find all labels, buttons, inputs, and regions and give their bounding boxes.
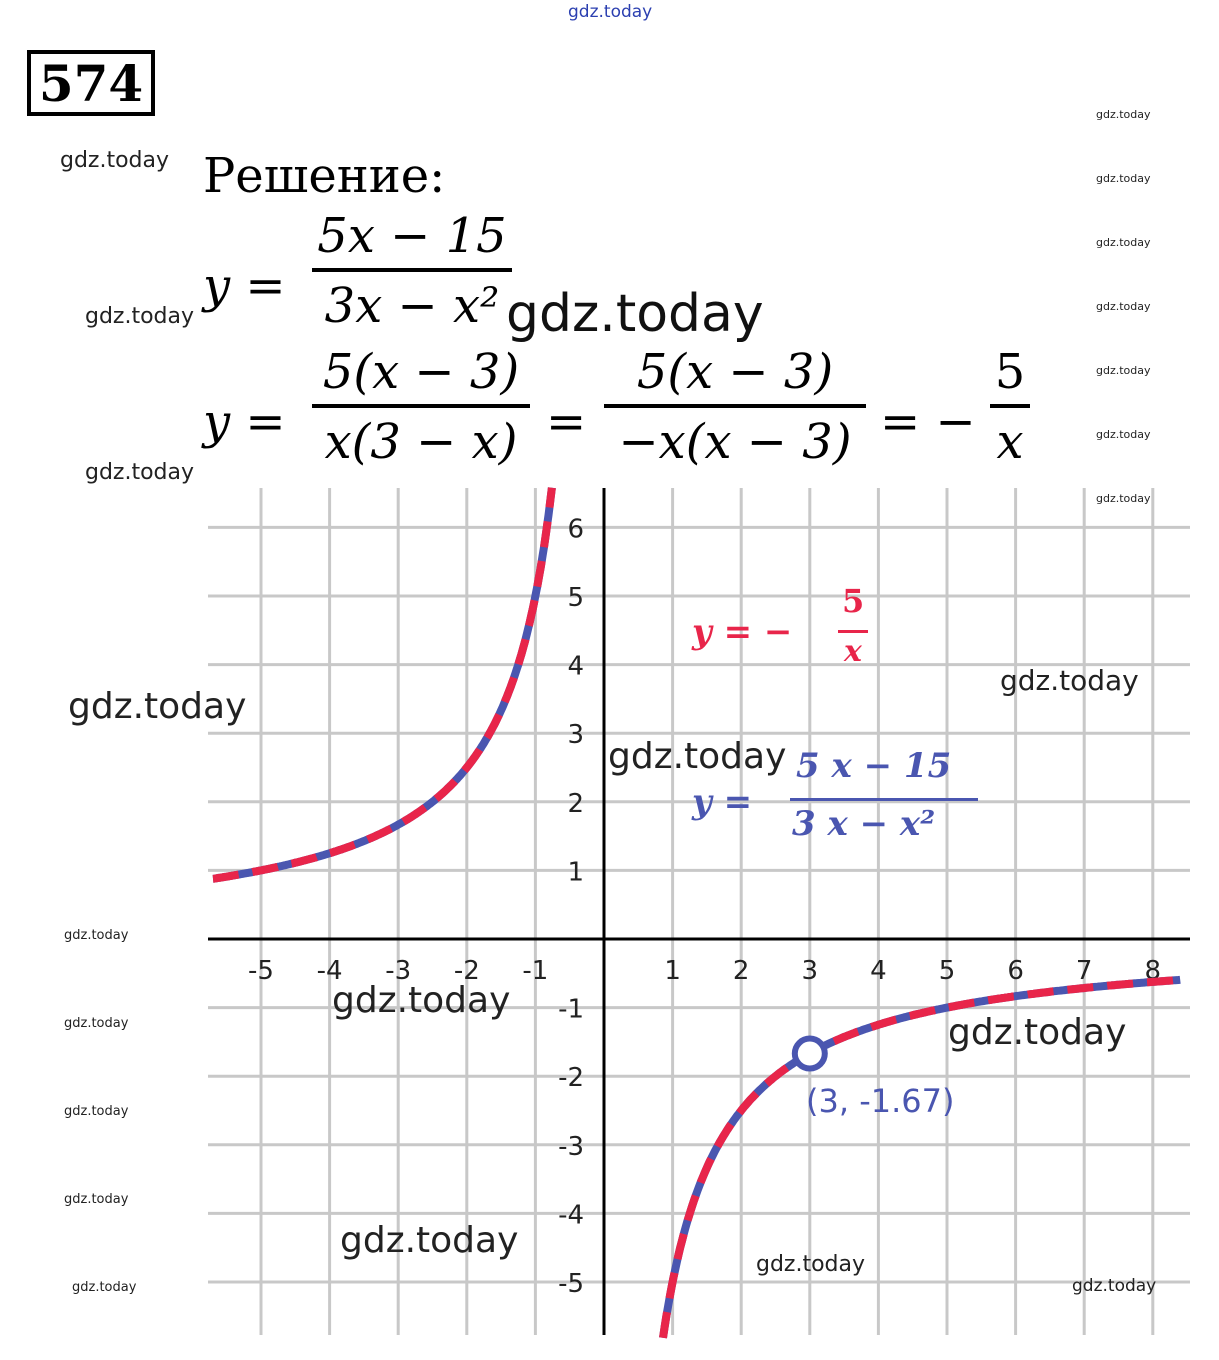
watermark: gdz.today — [1000, 664, 1139, 697]
watermark: gdz.today — [1096, 236, 1151, 249]
legend-blue-denominator: 3 x − x² — [792, 804, 936, 844]
y-tick-label: -4 — [558, 1200, 584, 1231]
x-tick-label: 7 — [1075, 956, 1093, 986]
top-watermark: gdz.today — [568, 2, 653, 22]
watermark: gdz.today — [85, 460, 195, 485]
legend-red-bar — [838, 630, 868, 633]
watermark: gdz.today — [68, 686, 247, 727]
watermark: gdz.today — [1096, 108, 1151, 121]
y-tick-label: -5 — [558, 1269, 584, 1299]
watermark: gdz.today — [1072, 1276, 1157, 1296]
y-tick-label: 2 — [567, 788, 584, 819]
eq2-equals-minus: = − — [880, 394, 976, 450]
legend-blue-lhs: y = — [692, 782, 753, 822]
legend-red-numerator: 5 — [842, 582, 865, 620]
eq2-lhs: y = — [203, 394, 286, 450]
legend-blue-bar — [790, 798, 978, 801]
watermark: gdz.today — [1096, 428, 1151, 441]
solution-heading: Решение: — [203, 148, 446, 204]
x-tick-label: -1 — [522, 956, 549, 986]
hole-point-marker — [795, 1039, 825, 1069]
x-tick-label: 2 — [732, 956, 750, 986]
x-tick-label: 4 — [870, 956, 887, 986]
problem-number: 574 — [27, 50, 155, 116]
watermark: gdz.today — [608, 736, 787, 777]
eq2-f3-denominator: x — [996, 414, 1024, 470]
watermark: gdz.today — [756, 1252, 866, 1277]
eq2-equals-1: = — [546, 394, 587, 450]
legend-red-lhs: y = − — [692, 612, 793, 652]
watermark: gdz.today — [1096, 492, 1151, 505]
eq1-denominator: 3x − x² — [324, 278, 500, 334]
curve-blue-left — [213, 488, 552, 879]
x-tick-label: 3 — [801, 956, 819, 986]
x-tick-label: 8 — [1144, 956, 1162, 986]
eq2-f2-denominator: −x(x − 3) — [618, 414, 852, 470]
watermark: gdz.today — [64, 1192, 129, 1207]
legend-red-denominator: x — [844, 634, 862, 669]
watermark: gdz.today — [340, 1220, 519, 1261]
watermark: gdz.today — [1096, 364, 1151, 377]
legend-blue-numerator: 5 x − 15 — [796, 746, 952, 786]
watermark: gdz.today — [506, 284, 764, 344]
y-tick-label: 6 — [567, 514, 584, 545]
watermark: gdz.today — [64, 928, 129, 943]
watermark: gdz.today — [1096, 300, 1151, 313]
y-tick-label: 4 — [567, 651, 584, 682]
watermark: gdz.today — [72, 1280, 137, 1295]
eq1-lhs: y = — [203, 258, 286, 314]
hole-point-label: (3, -1.67) — [806, 1082, 955, 1120]
eq1-numerator: 5x − 15 — [317, 208, 507, 264]
x-tick-label: -5 — [248, 956, 274, 986]
y-tick-label: 3 — [567, 720, 584, 751]
watermark: gdz.today — [85, 304, 195, 329]
watermark: gdz.today — [60, 148, 170, 173]
y-tick-label: 5 — [567, 583, 584, 613]
hole-point-group — [795, 1039, 825, 1069]
x-tick-label: -3 — [385, 956, 412, 986]
watermark: gdz.today — [1096, 172, 1151, 185]
watermark: gdz.today — [64, 1104, 129, 1119]
y-tick-label: -2 — [558, 1063, 584, 1094]
x-tick-label: 5 — [938, 956, 956, 986]
y-tick-label: -1 — [558, 994, 584, 1025]
watermark: gdz.today — [332, 980, 511, 1021]
x-tick-label: -2 — [453, 956, 480, 986]
eq2-f3-numerator: 5 — [994, 344, 1026, 400]
eq2-f1-denominator: x(3 − x) — [324, 414, 518, 470]
y-tick-label: 1 — [567, 857, 584, 888]
y-tick-label: -3 — [558, 1131, 584, 1162]
x-tick-label: 1 — [664, 956, 681, 986]
x-tick-label: 6 — [1007, 956, 1024, 986]
x-tick-label: -4 — [316, 956, 343, 986]
eq2-f1-numerator: 5(x − 3) — [322, 344, 520, 400]
eq2-f2-numerator: 5(x − 3) — [636, 344, 834, 400]
curve-red-left — [213, 488, 552, 879]
watermark: gdz.today — [948, 1012, 1127, 1053]
watermark: gdz.today — [64, 1016, 129, 1031]
